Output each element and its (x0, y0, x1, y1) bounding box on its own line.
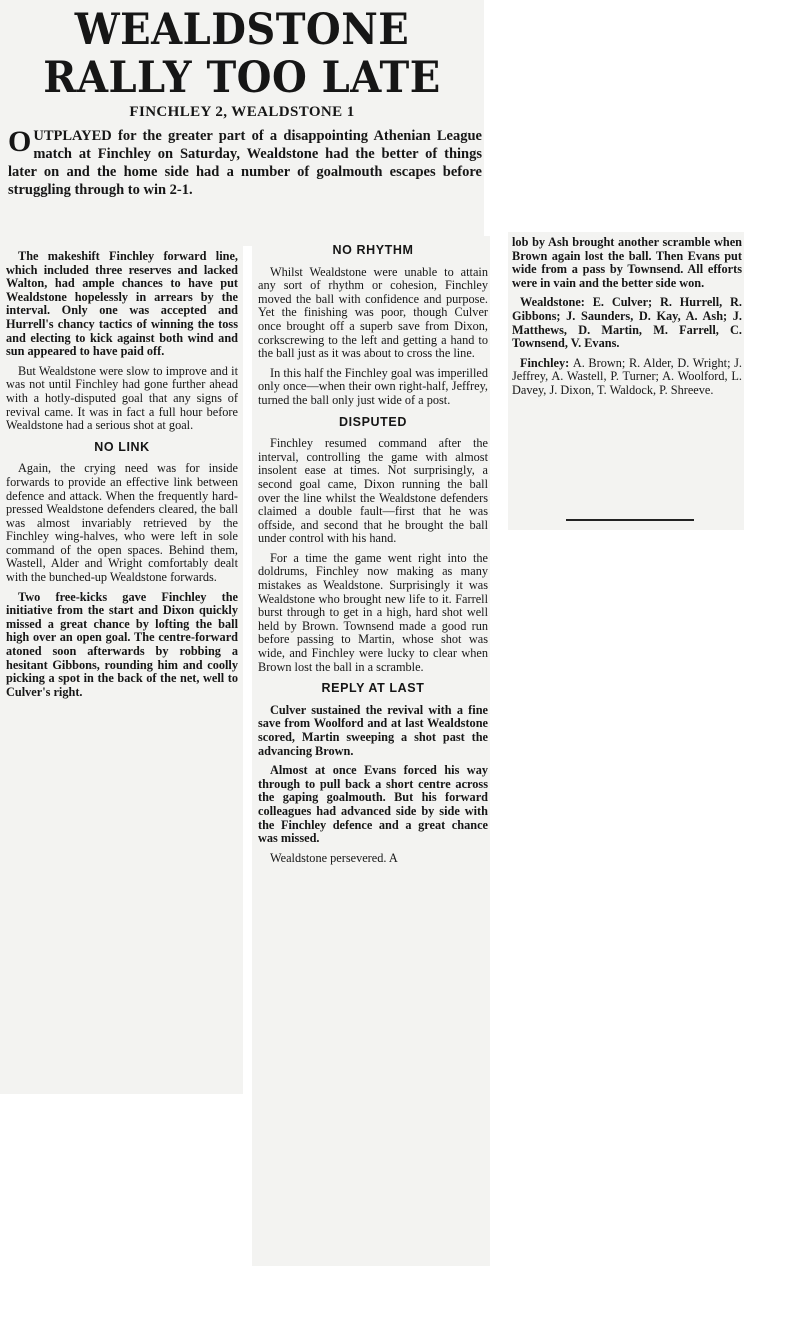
wealdstone-label: Wealdstone: (520, 295, 585, 310)
wealdstone-lineup (512, 296, 742, 350)
col2-paragraph-5: Culver sustained the revival with a fine save from Woolford and at last Wealdstone scored, Martin sweeping a shot past the advancing Brown. (258, 702, 488, 758)
col2-paragraph-4: For a time the game went right into the doldrums, Finchley now making as many mistakes as Wealdstone. Surprisingly it was Wealdstone who brought new life to it. Farrell burst through to get in a high, hard shot well held by Brown. Townsend made a good run before passing to Martin, whose shot was wide, and Finchley were lucky to clear when Brown lost the ball in a scramble. (258, 550, 488, 674)
col1-paragraph-1: The makeshift Finchley forward line, which included three reserves and lacked Walton, had ample chances to have put Wealdstone hopelessly in arrears by the interval. Only one was accepted and Hurrell's chancy tactics of winning the toss and electing to kick against both wind and sun appeared to have paid off. (6, 249, 238, 359)
finchley-lineup (512, 357, 742, 398)
subheading-no-rhythm: NO RHYTHM (332, 243, 414, 257)
end-rule (566, 519, 694, 521)
col2-paragraph-1: Whilst Wealdstone were unable to attain any sort of rhythm or cohesion, Finchley moved the ball with confidence and purpose. Yet the finishing was poor, though Culver once brought off a superb save from Dixon, corkscrewing to the left and getting a hand to the ball just as it was about to cross the line. (258, 264, 488, 361)
finchley-label: Finchley: (520, 355, 570, 370)
finchley-players: A. Brown; R. Alder, D. Wright; J. Jeffrey, A. Wastell, P. Turner; A. Woolford, L. Davey, J. Dixon, T. Waldock, P. Shreeve. (512, 355, 742, 397)
col2-paragraph-3: Finchley resumed command after the interval, controlling the game with almost insolent ease at times. Not surprisingly, a second goal came, Dixon running the ball over the line whilst the Wealdstone defenders claimed a double fault—first that he was offside, and second that he brought the ball under control with his hand. (258, 436, 488, 546)
column-2 (258, 240, 488, 871)
headline-line-2: RALLY TOO LATE (43, 53, 441, 103)
wealdstone-players: E. Culver; R. Hurrell, R. Gibbons; J. Saunders, D. Kay, A. Ash; J. Matthews, D. Martin, M. Farrell, C. Townsend, V. Evans. (512, 295, 742, 351)
col2-paragraph-6: Almost at once Evans forced his way through to pull back a short centre across the gaping goalmouth. But his forward colleagues had advanced side by side with the Finchley defence and a great chance was missed. (258, 763, 488, 846)
column-3 (512, 236, 742, 404)
headline-line-1: WEALDSTONE (74, 5, 410, 55)
subheading-no-link: NO LINK (94, 439, 150, 454)
subheading-reply-at-last: REPLY AT LAST (321, 681, 425, 696)
col2-paragraph-7: Wealdstone persevered. A (270, 850, 398, 865)
col1-paragraph-3: Again, the crying need was for inside forwards to provide an effective link between defence and attack. When the frequently hard-pressed Wealdstone defenders cleared, the ball was almost invariably retrieved by the Finchley wing-halves, who were left in sole command of the open spaces. Behind them, Wastell, Alder and Wright comfortably dealt with the bunched-up Wealdstone forwards. (6, 461, 238, 585)
drop-cap: O (8, 125, 32, 158)
col2-paragraph-2: In this half the Finchley goal was imperilled only once—when their own right-half, Jeffrey, turned the ball only just wide of a post. (258, 365, 488, 407)
intro-paragraph (8, 127, 482, 199)
match-result: FINCHLEY 2, WEALDSTONE 1 (129, 104, 355, 120)
column-1 (6, 250, 238, 705)
subheading-disputed: DISPUTED (338, 414, 407, 429)
col1-paragraph-2: But Wealdstone were slow to improve and it was not until Finchley had gone further ahead with a hotly-disputed goal that any signs of revival came. It was in fact a full hour before Wealdstone had a serious shot at goal. (6, 363, 238, 433)
intro-text: UTPLAYED for the greater part of a disappointing Athenian League match at Finchley on Saturday, Wealdstone had the better of things later on and the home side had a number of goalmouth escapes before struggling through to win 2-1. (8, 128, 482, 198)
col1-paragraph-4: Two free-kicks gave Finchley the initiative from the start and Dixon quickly missed a great chance by lofting the ball high over an open goal. The centre-forward atoned soon afterwards by robbing a hesitant Gibbons, rounding him and coolly picking a spot in the back of the net, well to Culver's right. (6, 589, 238, 699)
col3-paragraph-1: lob by Ash brought another scramble when Brown again lost the ball. Then Evans put wide from a pass by Townsend. All efforts were in vain and the better side won. (512, 235, 742, 290)
